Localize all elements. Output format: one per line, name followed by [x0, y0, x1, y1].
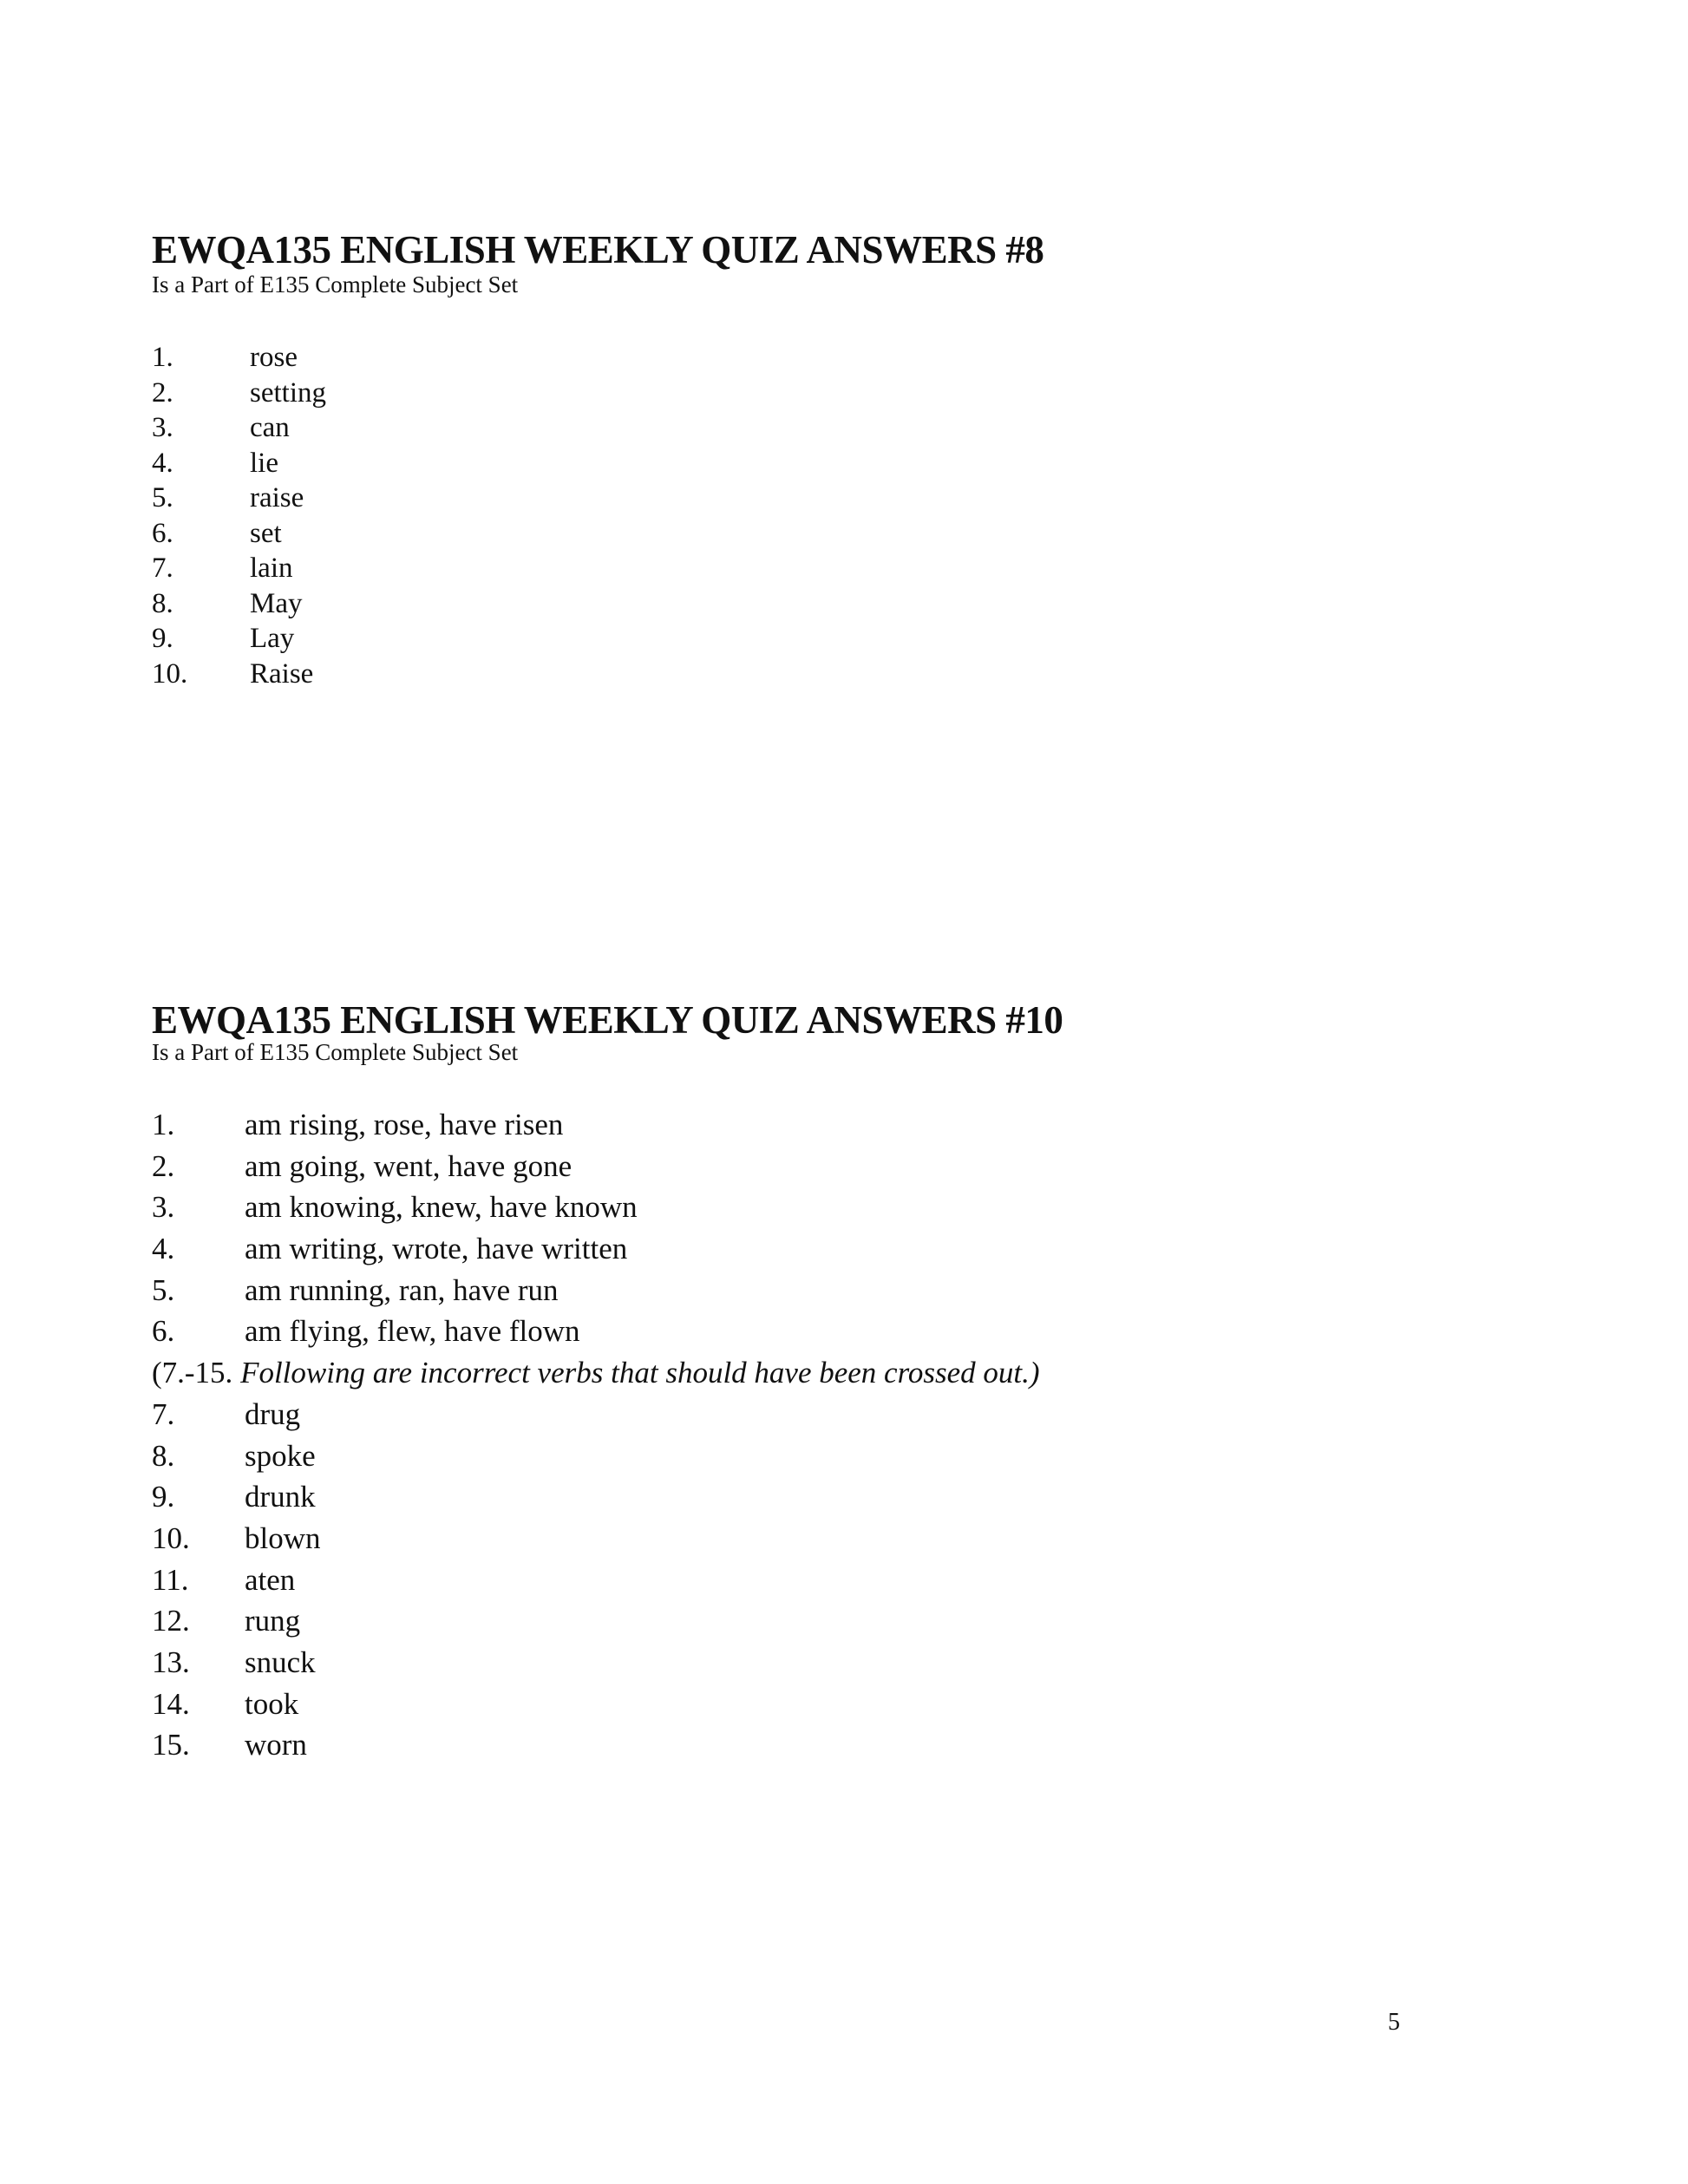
- item-answer: lie: [250, 447, 278, 479]
- item-answer: aten: [245, 1562, 296, 1597]
- answer-item: [152, 1476, 1040, 1518]
- item-number: 8.: [152, 1438, 175, 1473]
- answer-item: [152, 1311, 1040, 1352]
- item-number: 10.: [152, 1520, 190, 1555]
- item-answer: setting: [250, 376, 326, 409]
- item-answer: can: [250, 412, 290, 443]
- item-answer: raise: [250, 482, 304, 513]
- quiz-8-title: EWQA135 ENGLISH WEEKLY QUIZ ANSWERS #8: [152, 228, 1044, 271]
- item-answer: am writing, wrote, have written: [245, 1232, 628, 1266]
- item-answer: worn: [245, 1728, 307, 1762]
- item-answer: May: [250, 587, 303, 619]
- quiz-10-answer-list: [152, 1104, 1040, 1766]
- quiz-8-subtitle: Is a Part of E135 Complete Subject Set: [152, 271, 519, 298]
- answer-item: [152, 1642, 1040, 1684]
- note-lead: (7.-15.: [152, 1356, 233, 1390]
- item-answer: blown: [245, 1520, 321, 1555]
- item-number: 14.: [152, 1686, 190, 1721]
- item-answer: am knowing, knew, have known: [245, 1190, 638, 1225]
- item-number: 9.: [152, 623, 173, 654]
- item-number: 5.: [152, 482, 173, 513]
- answer-item: [152, 1104, 1040, 1146]
- item-number: 2.: [152, 1148, 175, 1183]
- item-answer: drug: [245, 1396, 301, 1431]
- item-number: 3.: [152, 1190, 175, 1225]
- item-number: 2.: [152, 376, 173, 409]
- item-answer: set: [250, 517, 282, 549]
- item-answer: rose: [250, 342, 298, 373]
- answer-item: [152, 1270, 1040, 1311]
- item-number: 1.: [152, 342, 173, 373]
- item-number: 12.: [152, 1604, 190, 1638]
- item-number: 7.: [152, 553, 173, 584]
- item-number: 11.: [152, 1562, 189, 1597]
- note-text: Following are incorrect verbs that should have been crossed out.): [240, 1356, 1040, 1390]
- answer-item: [152, 1228, 1040, 1270]
- page-number: 5: [1388, 2009, 1400, 2036]
- item-number: 6.: [152, 1314, 175, 1349]
- answer-item: [152, 1187, 1040, 1228]
- answer-item: [152, 1146, 1040, 1187]
- item-answer: Lay: [250, 623, 295, 654]
- answer-item: [152, 1435, 1040, 1477]
- item-number: 1.: [152, 1108, 175, 1141]
- item-number: 5.: [152, 1272, 175, 1307]
- answer-item: [152, 1600, 1040, 1642]
- item-answer: lain: [250, 553, 293, 584]
- item-number: 6.: [152, 517, 173, 549]
- quiz-10-subtitle: Is a Part of E135 Complete Subject Set: [152, 1039, 519, 1065]
- quiz-10-title: EWQA135 ENGLISH WEEKLY QUIZ ANSWERS #10: [152, 998, 1063, 1042]
- answer-item: [152, 1394, 1040, 1435]
- item-answer: am running, ran, have run: [245, 1272, 559, 1307]
- item-number: 7.: [152, 1396, 175, 1431]
- item-number: 4.: [152, 447, 173, 479]
- item-answer: rung: [245, 1604, 301, 1638]
- item-answer: am rising, rose, have risen: [245, 1108, 564, 1141]
- item-number: 13.: [152, 1645, 190, 1679]
- answer-item: [152, 1684, 1040, 1725]
- item-answer: am going, went, have gone: [245, 1148, 572, 1183]
- item-answer: took: [245, 1686, 299, 1721]
- item-number: 4.: [152, 1232, 175, 1266]
- item-number: 15.: [152, 1728, 190, 1762]
- quiz-10-note: [152, 1352, 1040, 1394]
- item-number: 10.: [152, 657, 188, 690]
- item-answer: am flying, flew, have flown: [245, 1314, 580, 1349]
- item-answer: drunk: [245, 1480, 316, 1514]
- answer-item: [152, 1518, 1040, 1560]
- item-answer: spoke: [245, 1438, 316, 1473]
- item-number: 8.: [152, 587, 173, 619]
- item-answer: snuck: [245, 1645, 316, 1679]
- item-answer: Raise: [250, 657, 314, 690]
- item-number: 9.: [152, 1480, 175, 1514]
- answer-item: [152, 1724, 1040, 1766]
- item-number: 3.: [152, 412, 173, 443]
- answer-item: [152, 1560, 1040, 1601]
